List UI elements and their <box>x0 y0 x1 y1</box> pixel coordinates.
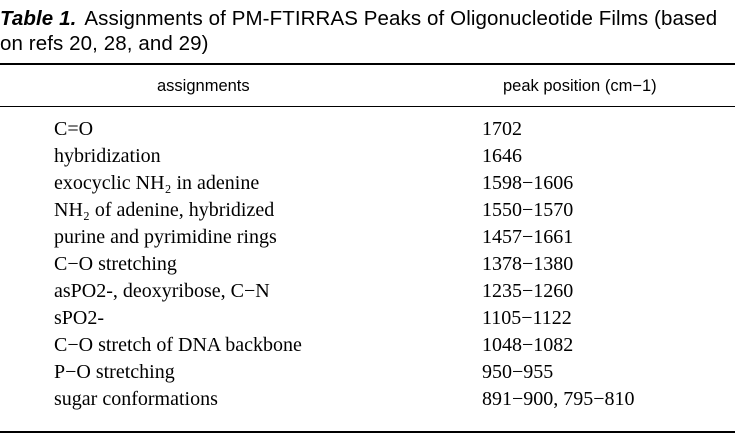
peak-position-cell: 1550−1570 <box>482 199 574 221</box>
peak-position-cell: 1598−1606 <box>482 172 574 194</box>
peak-position-cell: 1105−1122 <box>482 307 572 329</box>
peak-position-cell: 1646 <box>482 145 522 167</box>
table-top-rule <box>0 63 735 65</box>
table-row <box>0 197 735 224</box>
assignment-cell: sugar conformations <box>54 388 218 410</box>
table-row <box>0 386 735 413</box>
assignment-cell: C−O stretch of DNA backbone <box>54 334 302 356</box>
assignment-cell: sPO2- <box>54 307 105 329</box>
peak-position-cell: 891−900, 795−810 <box>482 388 635 410</box>
assignment-cell: NH₂ of adenine, hybridized <box>54 199 275 221</box>
assignment-cell: P−O stretching <box>54 361 175 383</box>
table-row <box>0 332 735 359</box>
table-row <box>0 224 735 251</box>
assignment-cell: C−O stretching <box>54 253 177 275</box>
assignment-cell: asPO2-, deoxyribose, C−N <box>54 280 270 302</box>
table-row <box>0 359 735 386</box>
table-row <box>0 143 735 170</box>
peak-position-cell: 1702 <box>482 118 522 140</box>
table-row <box>0 251 735 278</box>
column-header-assignments: assignments <box>157 77 250 95</box>
peak-position-cell: 1457−1661 <box>482 226 574 248</box>
table-row <box>0 305 735 332</box>
table-header-rule <box>0 106 735 107</box>
peak-position-cell: 1235−1260 <box>482 280 574 302</box>
assignment-cell: hybridization <box>54 145 161 167</box>
table-caption-text: Assignments of PM-FTIRRAS Peaks of Oligonucleotide Films (based on refs 20, 28, and 29) <box>0 7 718 55</box>
table-bottom-rule <box>0 431 735 433</box>
table-row <box>0 116 735 143</box>
assignment-cell: exocyclic NH₂ in adenine <box>54 172 260 194</box>
table-body <box>0 116 735 413</box>
peak-position-cell: 1378−1380 <box>482 253 574 275</box>
peak-position-cell: 950−955 <box>482 361 554 383</box>
assignment-cell: C=O <box>54 118 94 140</box>
table-row <box>0 278 735 305</box>
column-header-peak-position: peak position (cm−1) <box>503 77 657 95</box>
assignment-cell: purine and pyrimidine rings <box>54 226 277 248</box>
table-caption-label: Table 1. <box>0 7 77 30</box>
peak-position-cell: 1048−1082 <box>482 334 574 356</box>
table-row <box>0 170 735 197</box>
table-caption <box>0 6 735 56</box>
